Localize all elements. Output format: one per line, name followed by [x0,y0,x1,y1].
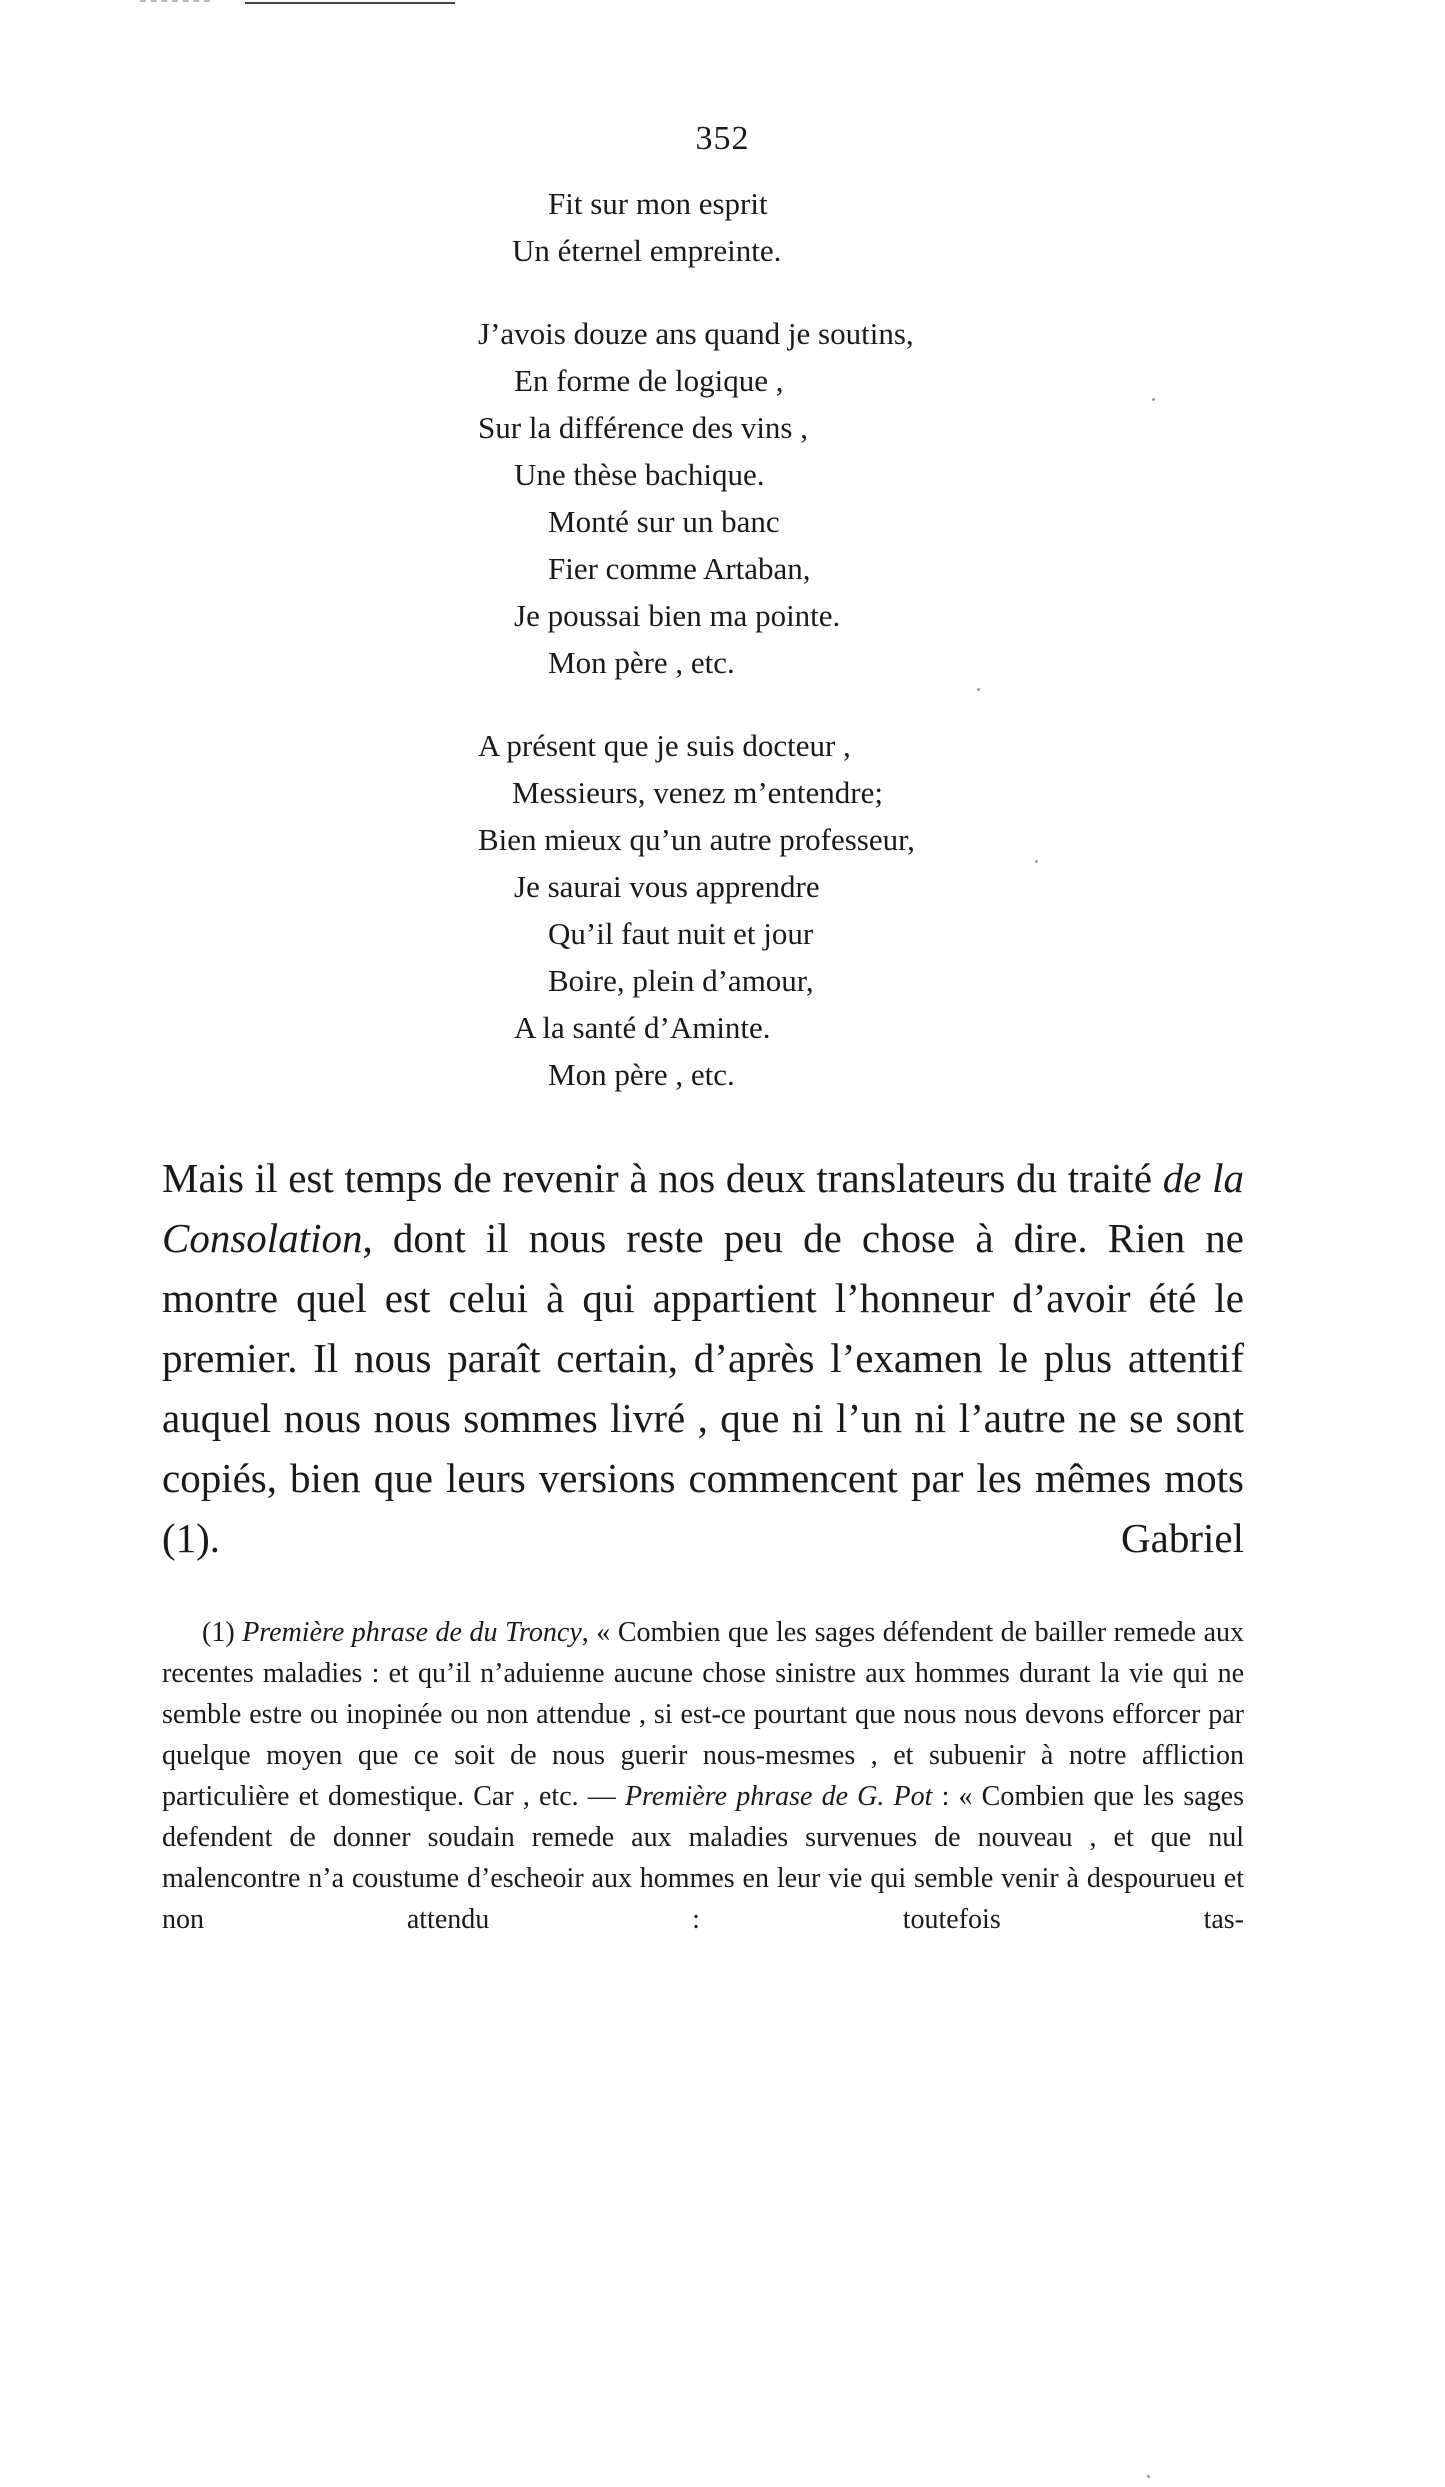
scan-speck [1147,2475,1150,2478]
footnote-quote: : « Combien que les sages defendent de donner soudain remede aux maladies survenues de nouveau , et que nul malencontre n’a coustume d’escheoir aux hommes en leur vie qui semble venir à despourueu et non attendu : toutefois tas- [162,1781,1244,1935]
poem-stanza-3 [0,722,1445,1098]
poem-line: Monté sur un banc [548,504,780,539]
poem-stanza-1 [0,180,1445,274]
poem-line: A présent que je suis docteur , [478,728,851,763]
footnote-citation: Première phrase de du Troncy [242,1617,582,1648]
poem-line: A la santé d’Aminte. [514,1010,771,1045]
poem-line: Un éternel empreinte. [512,233,782,268]
scan-speck [977,688,980,691]
poem-line: Je poussai bien ma pointe. [514,598,841,633]
poem-stanza-2 [0,310,1445,686]
footnote-citation: Première phrase de G. Pot [624,1781,933,1812]
body-paragraph [162,1148,1244,1568]
footnote-quote: , « Combien que les sages défendent de bailler remede aux recentes maladies : et qu’il n’aduienne aucune chose sinistre aux hommes durant la vie qui ne semble estre ou inopinée ou non attendue , si est-ce pourtant que nous nous devons efforcer par quelque moyen que ce soit de nous guerir nous-mesmes , et subuenir à notre affliction particulière et domestique. Car , etc. — [162,1617,1244,1812]
poem-line: Fit sur mon esprit [548,186,768,221]
scan-edge-rule [245,2,455,4]
body-text: , dont il nous reste peu de chose à dire. Rien ne montre quel est celui à qui appartient l’honneur d’avoir été le premier. Il nous paraît certain, d’après l’examen le plus attentif auquel nous nous sommes livré , que ni l’un ni l’autre ne se sont copiés, bien que leurs versions commencent par les mêmes mots (1). Gabriel [162,1215,1244,1561]
scan-edge-mark [140,0,210,2]
scan-speck [1035,860,1038,863]
footnote-marker: (1) [202,1617,235,1648]
page-number: 352 [695,120,750,157]
poem-line: Boire, plein d’amour, [548,963,814,998]
poem-line: Qu’il faut nuit et jour [548,916,814,951]
book-title: de la Consolation [162,1155,1244,1261]
poem [0,180,1445,1098]
scan-speck [1152,398,1155,401]
poem-line: Fier comme Artaban, [548,551,811,586]
footnote [162,1612,1244,1940]
poem-line: Mon père , etc. [548,645,735,680]
poem-line: Bien mieux qu’un autre professeur, [478,822,915,857]
poem-line: Une thèse bachique. [514,457,765,492]
poem-line: Je saurai vous apprendre [514,869,820,904]
poem-line: En forme de logique , [514,363,784,398]
poem-line: J’avois douze ans quand je soutins, [478,316,914,351]
body-text: Mais il est temps de revenir à nos deux translateurs du traité [162,1155,1163,1201]
poem-line: Sur la différence des vins , [478,410,808,445]
poem-line: Messieurs, venez m’entendre; [512,775,884,810]
poem-line: Mon père , etc. [548,1057,735,1092]
